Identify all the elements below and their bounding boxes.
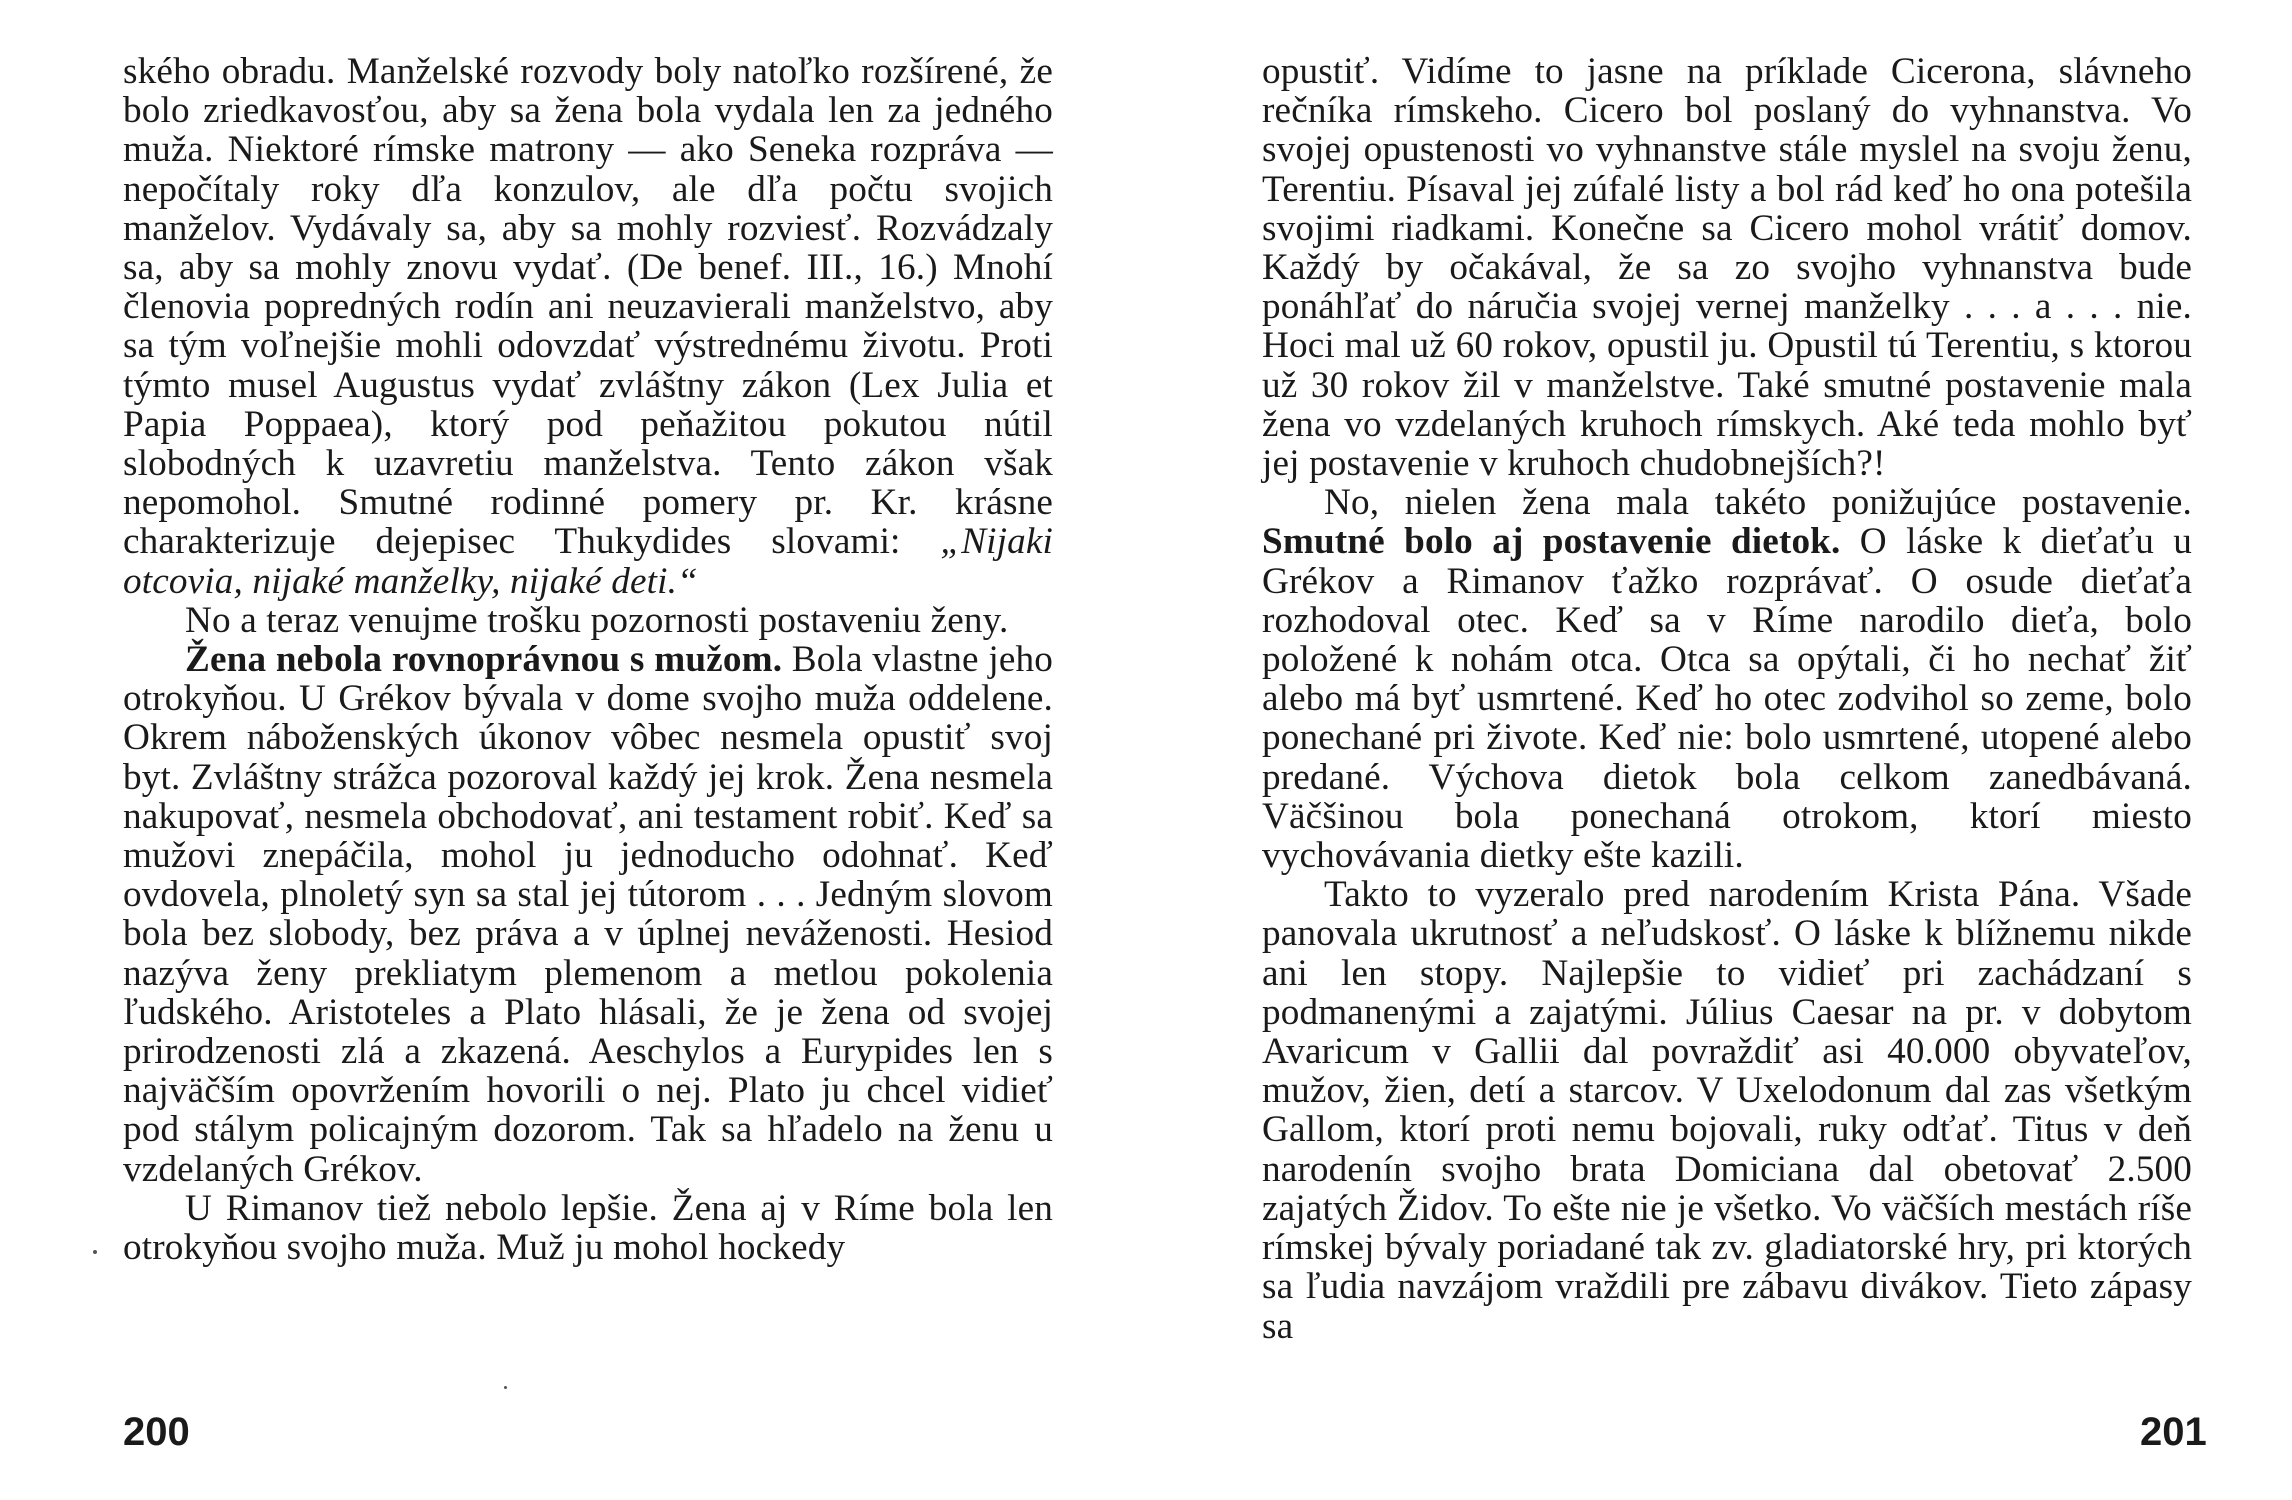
print-speck bbox=[93, 1250, 97, 1254]
right-page bbox=[1262, 52, 2192, 1346]
text-run: O láske k dieťaťu u Grékov a Rimanov ťažko rozprávať. O osude dieťaťa rozhodoval otec. Keď sa v Ríme narodilo dieťa, bolo položené k nohám otca. Otca sa opýtali, či ho nechať žiť alebo má byť usmrtené. Keď ho otec zodvihol so zeme, bolo ponechané pri živote. Keď nie: bolo usmrtené, utopené alebo predané. Výchova dietok bola celkom zanedbávaná. Väčšinou bola ponechaná otrokom, ktorí miesto vychovávania dietky ešte kazili. bbox=[1262, 521, 2192, 877]
page-number-right: 201 bbox=[2140, 1410, 2207, 1454]
page-number-left: 200 bbox=[123, 1410, 190, 1454]
text-run: Bola vlastne jeho otrokyňou. U Grékov bývala v dome svojho muža oddelene. Okrem náboženských úkonov vôbec nesmela opustiť svoj byt. Zvláštny strážca pozoroval každý jej krok. Žena nesmela nakupovať, nesmela obchodovať, ani testament robiť. Keď sa mužovi znepáčila, mohol ju jednoducho odohnať. Keď ovdovela, plnoletý syn sa stal jej tútorom . . . Jedným slovom bola bez slobody, bez práva a v úplnej neváženosti. Hesiod nazýva ženy prekliatym plemenom a metlou pokolenia ľudského. Aristoteles a Plato hlásali, že je žena od svojej prirodzenosti zlá a zkazená. Aeschylos a Eurypides len s najväčším opovržením hovorili o nej. Plato ju chcel vidieť pod stálym policajným dozorom. Tak sa hľadelo na ženu u vzdelaných Grékov. bbox=[123, 639, 1053, 1190]
paragraph bbox=[1262, 875, 2192, 1345]
text-run: No a teraz venujme trošku pozornosti postaveniu ženy. bbox=[185, 599, 1009, 641]
bold-heading: Smutné bolo aj postavenie dietok. bbox=[1262, 521, 1841, 563]
text-run: opustiť. Vidíme to jasne na príklade Cicerona, slávneho rečníka rímskeho. Cicero bol poslaný do vyhnanstva. Vo svojej opustenosti vo vyhnanstve stále myslel na svoju ženu, Terentiu. Písaval jej zúfalé listy a bol rád keď ho ona potešila svojimi riadkami. Konečne sa Cicero mohol vrátiť domov. Každý by očakával, že sa zo svojho vyhnanstva bude ponáhľať do náručia svojej vernej manželky . . . a . . . nie. Hoci mal už 60 rokov, opustil ju. Opustil tú Terentiu, s ktorou už 30 rokov žil v manželstve. Také smutné postavenie mala žena vo vzdelaných kruhoch rímskych. Aké teda mohlo byť jej postavenie v kruhoch chudobnejších?! bbox=[1262, 51, 2192, 485]
paragraph bbox=[1262, 483, 2192, 875]
paragraph bbox=[123, 52, 1053, 601]
text-run: U Rimanov tiež nebolo lepšie. Žena aj v Ríme bola len otrokyňou svojho muža. Muž ju mohol hockedy bbox=[123, 1187, 1053, 1269]
paragraph bbox=[1262, 52, 2192, 483]
text-run: Takto to vyzeralo pred narodením Krista Pána. Všade panovala ukrutnosť a neľudskosť. O láske k blížnemu nikde ani len stopy. Najlepšie to vidieť pri zachádzaní s podmanenými a zajatými. Július Caesar na pr. v dobytom Avaricum v Gallii dal povraždiť asi 40.000 obyvateľov, mužov, žien, detí a starcov. V Uxelodonum dal zas všetkým Gallom, ktorí proti nemu bojovali, ruky odťať. Titus v deň narodenín svojho brata Domiciana dal obetovať 2.500 zajatých Židov. To ešte nie je všetko. Vo väčších mestách ríše rímskej bývaly poriadané tak zv. gladiatorské hry, pri ktorých sa ľudia navzájom vraždili pre zábavu divákov. Tieto zápasy sa bbox=[1262, 874, 2192, 1347]
italic-quote: „Nijaki otcovia, nijaké manželky, nijaké deti.“ bbox=[123, 521, 1053, 602]
paragraph bbox=[123, 1189, 1053, 1267]
text-run: ského obradu. Manželské rozvody boly natoľko rozšírené, že bolo zriedkavosťou, aby sa žena bola vydala len za jedného muža. Niektoré rímske matrony — ako Seneka rozpráva — nepočítaly roky dľa konzulov, ale dľa počtu svojich manželov. Vydávaly sa, aby sa mohly rozviesť. Rozvádzaly sa, aby sa mohly znovu vydať. (De benef. III., 16.) Mnohí členovia popredných rodín ani neuzavierali manželstvo, aby sa tým voľnejšie mohli odovzdať výstrednému životu. Proti týmto musel Augustus vydať zvláštny zákon (Lex Julia et Papia Poppaea), ktorý pod peňažitou pokutou nútil slobodných k uzavretiu manželstva. Tento zákon však nepomohol. Smutné rodinné pomery pr. Kr. krásne charakterizuje dejepisec Thukydides slovami: bbox=[123, 51, 1053, 563]
right-page-text bbox=[1262, 52, 2192, 1346]
left-page bbox=[123, 52, 1053, 1267]
print-speck bbox=[504, 1386, 507, 1389]
text-run: No, nielen žena mala takéto ponižujúce postavenie. bbox=[1324, 482, 2192, 524]
paragraph bbox=[123, 601, 1053, 640]
left-page-text bbox=[123, 52, 1053, 1267]
bold-heading: Žena nebola rovnoprávnou s mužom. bbox=[185, 639, 783, 681]
paragraph bbox=[123, 640, 1053, 1189]
